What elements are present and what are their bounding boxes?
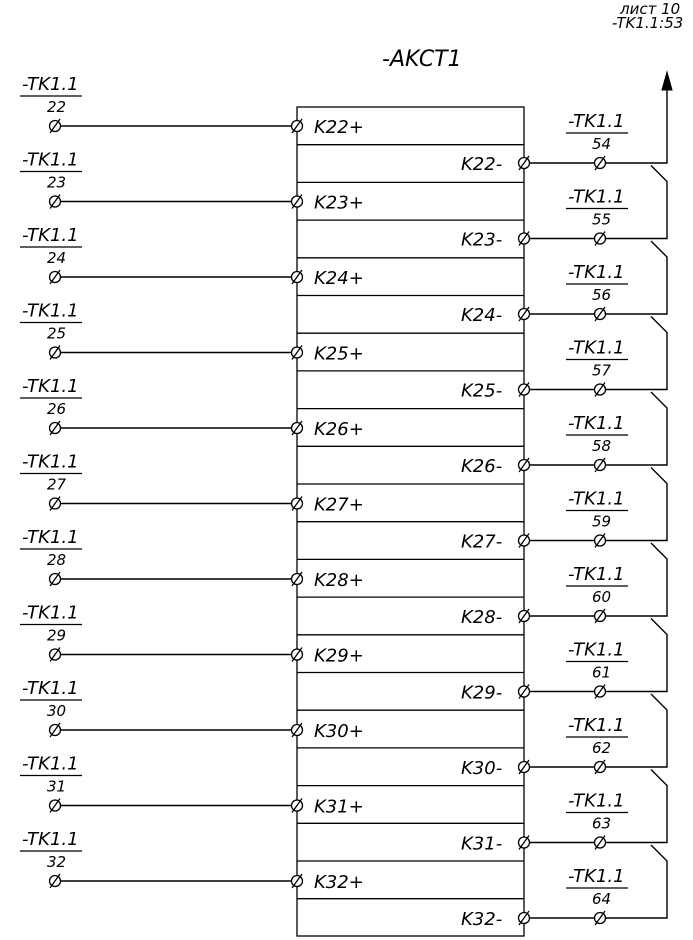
up-arrow-icon (662, 72, 672, 90)
left-block-label: -TK1.1 (22, 300, 79, 322)
contact-minus-label: K23- (461, 229, 503, 251)
contact-minus-label: K25- (461, 380, 503, 402)
contact-plus-label: K30+ (314, 721, 364, 742)
left-terminal-number: 25 (47, 324, 67, 343)
left-block-label: -TK1.1 (22, 753, 79, 775)
right-terminal-number: 54 (592, 135, 612, 153)
left-terminal-number: 24 (47, 249, 67, 267)
right-block-label: -TK1.1 (568, 866, 625, 887)
contact-plus-label: K22+ (314, 117, 364, 138)
contact-plus-label: K32+ (314, 872, 364, 893)
right-block-label: -TK1.1 (568, 262, 625, 283)
contact-plus-label: K27+ (314, 494, 364, 516)
left-block-label: -TK1.1 (22, 149, 79, 171)
contact-plus-label: K25+ (314, 343, 364, 365)
right-block-label: -TK1.1 (568, 337, 625, 359)
contact-minus-label: K31- (461, 833, 503, 855)
right-terminal-number: 55 (592, 210, 612, 229)
contact-minus-label: K27- (461, 531, 503, 553)
left-block-label: -TK1.1 (22, 225, 79, 246)
contact-plus-label: K29+ (314, 645, 364, 667)
contact-plus-label: K31+ (314, 796, 364, 818)
right-terminal-number: 64 (592, 890, 612, 908)
left-terminal-number: 29 (47, 626, 67, 645)
right-terminal-number: 63 (592, 814, 612, 833)
left-terminal-number: 26 (47, 400, 67, 418)
contact-minus-label: K24- (461, 305, 503, 326)
sheet-ref-line2: -TK1.1:53 (612, 14, 684, 32)
contact-minus-label: K22- (461, 154, 503, 175)
right-terminal-number: 56 (592, 286, 612, 304)
left-block-label: -TK1.1 (22, 678, 79, 699)
contact-minus-label: K30- (461, 758, 503, 779)
right-terminal-number: 57 (592, 361, 612, 380)
contact-plus-label: K24+ (314, 268, 364, 289)
right-terminal-number: 59 (592, 512, 612, 531)
left-block-label: -TK1.1 (22, 829, 79, 850)
right-block-label: -TK1.1 (568, 111, 625, 132)
right-block-label: -TK1.1 (568, 790, 625, 812)
contact-plus-label: K28+ (314, 570, 364, 591)
left-terminal-number: 27 (47, 475, 67, 494)
contact-plus-label: K26+ (314, 419, 364, 440)
left-block-label: -TK1.1 (22, 602, 79, 624)
device-title: -AKCT1 (382, 47, 462, 72)
left-terminal-number: 23 (47, 173, 67, 192)
contact-minus-label: K29- (461, 682, 503, 704)
left-block-label: -TK1.1 (22, 527, 79, 548)
contact-minus-label: K28- (461, 607, 503, 628)
left-terminal-number: 32 (47, 853, 67, 871)
sheet-ref-line1: лист 10 (620, 0, 681, 18)
right-block-label: -TK1.1 (568, 564, 625, 585)
right-block-label: -TK1.1 (568, 413, 625, 434)
right-block-label: -TK1.1 (568, 488, 625, 510)
left-terminal-number: 30 (47, 702, 67, 720)
right-terminal-number: 62 (592, 739, 612, 757)
left-block-label: -TK1.1 (22, 451, 79, 473)
contact-plus-label: K23+ (314, 192, 364, 214)
right-terminal-number: 61 (592, 663, 612, 682)
right-terminal-number: 58 (592, 437, 612, 455)
left-terminal-number: 22 (47, 98, 67, 116)
left-block-label: -TK1.1 (22, 376, 79, 397)
left-terminal-number: 28 (47, 551, 67, 569)
contact-minus-label: K32- (461, 909, 503, 930)
right-terminal-number: 60 (592, 588, 612, 606)
labels-layer (20, 74, 628, 930)
right-block-label: -TK1.1 (568, 186, 625, 208)
right-block-label: -TK1.1 (568, 639, 625, 661)
right-block-label: -TK1.1 (568, 715, 625, 736)
contact-minus-label: K26- (461, 456, 503, 477)
left-terminal-number: 31 (47, 777, 67, 796)
left-block-label: -TK1.1 (22, 74, 79, 95)
